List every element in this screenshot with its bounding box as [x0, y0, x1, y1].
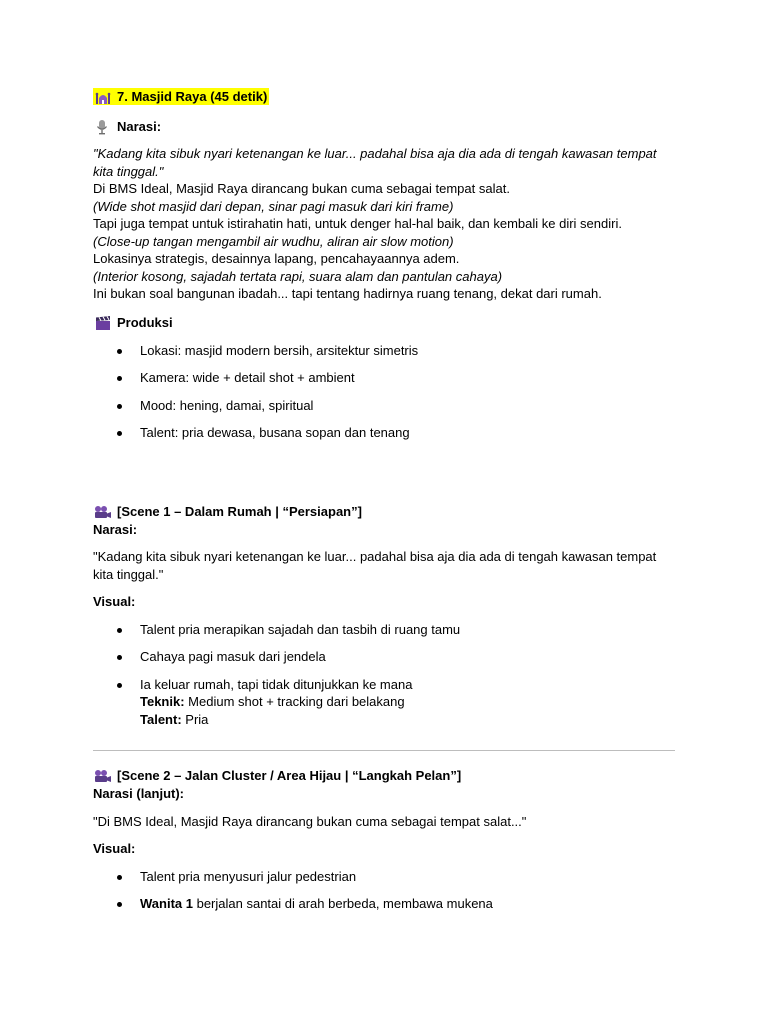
scene1-heading [93, 503, 675, 521]
scene2-narasi-text: "Di BMS Ideal, Masjid Raya dirancang bukan cuma sebagai tempat salat..." [93, 813, 527, 829]
list-item [93, 676, 675, 694]
scene2-item-2-rest: berjalan santai di arah berbeda, membawa mukena [192, 896, 493, 911]
produksi-label: Produksi [117, 314, 173, 330]
narasi-line: Lokasinya strategis, desainnya lapang, pencahayaannya adem. [93, 251, 460, 266]
narasi-line: Ini bukan soal bangunan ibadah... tapi tentang hadirnya ruang tenang, dekat dari rumah. [93, 286, 602, 301]
list-item [93, 648, 675, 666]
section-title: 7. Masjid Raya (45 detik) [117, 89, 268, 104]
list-item-text: Cahaya pagi masuk dari jendela [140, 649, 326, 664]
list-item [93, 424, 675, 442]
bullet [117, 404, 122, 409]
movie-camera-icon [94, 505, 112, 519]
list-item-text: Ia keluar rumah, tapi tidak ditunjukkan ke mana [140, 676, 413, 692]
list-item [93, 342, 675, 360]
scene1-talent-line [140, 711, 675, 729]
shot-direction-line: (Wide shot masjid dari depan, sinar pagi masuk dari kiri frame) [93, 198, 454, 214]
narasi-lines [93, 180, 675, 303]
narasi-quote: "Kadang kita sibuk nyari ketenangan ke luar... padahal bisa aja dia ada di tengah kawasan tempat kita tinggal." [93, 146, 657, 179]
scene1-narasi-text: "Kadang kita sibuk nyari ketenangan ke luar... padahal bisa aja dia ada di tengah kawasan tempat kita tinggal." [93, 549, 657, 582]
list-item-text: Talent pria merapikan sajadah dan tasbih di ruang tamu [140, 621, 461, 637]
document-page [93, 88, 675, 913]
horizontal-divider [93, 750, 675, 751]
list-item-text: Talent: pria dewasa, busana sopan dan tenang [140, 425, 410, 440]
narasi-line: Tapi juga tempat untuk istirahatin hati, untuk denger hal-hal baik, dan kembali ke diri sendiri. [93, 216, 622, 231]
list-item [93, 369, 675, 387]
list-item-text: Lokasi: masjid modern bersih, arsitektur simetris [140, 342, 419, 358]
bullet [117, 628, 122, 633]
scene2-narasi-label: Narasi (lanjut): [93, 786, 185, 801]
shot-direction-line: (Interior kosong, sajadah tertata rapi, suara alam dan pantulan cahaya) [93, 268, 503, 284]
bullet [117, 349, 122, 354]
list-item-text: Mood: hening, damai, spiritual [140, 397, 314, 413]
bullet [117, 902, 122, 907]
narasi-line: Di BMS Ideal, Masjid Raya dirancang bukan cuma sebagai tempat salat. [93, 181, 510, 196]
scene1-extra-lines [93, 693, 675, 728]
scene1-teknik-value: Medium shot + tracking dari belakang [184, 694, 405, 709]
bullet [117, 655, 122, 660]
scene1-teknik-label: Teknik: [140, 694, 185, 709]
bullet [117, 875, 122, 880]
movie-camera-icon [94, 769, 112, 783]
shot-direction-line: (Close-up tangan mengambil air wudhu, aliran air slow motion) [93, 233, 454, 249]
scene2-visual-list [93, 868, 675, 913]
scene1-visual-label: Visual: [93, 594, 136, 609]
clapperboard-icon [95, 316, 111, 330]
list-item [93, 397, 675, 415]
scene1-narasi-label: Narasi: [93, 521, 138, 537]
microphone-icon [95, 119, 109, 135]
narasi-label: Narasi: [117, 119, 162, 134]
scene1-title: [Scene 1 – Dalam Rumah | “Persiapan”] [117, 503, 362, 519]
section-heading [93, 88, 675, 108]
scene2-heading [93, 767, 675, 785]
produksi-heading [93, 314, 675, 332]
bullet [117, 376, 122, 381]
scene1-talent-value: Pria [181, 711, 209, 727]
mosque-icon [95, 90, 111, 104]
scene2-visual-label: Visual: [93, 841, 136, 856]
bullet [117, 431, 122, 436]
bullet [117, 683, 122, 688]
scene1-visual-list [93, 621, 675, 694]
produksi-list [93, 342, 675, 442]
list-item-text: Kamera: wide + detail shot + ambient [140, 370, 355, 385]
list-item [93, 621, 675, 639]
scene2-item-2-bold: Wanita 1 [140, 896, 193, 911]
scene2-item-1: Talent pria menyusuri jalur pedestrian [140, 868, 357, 884]
list-item [93, 895, 675, 913]
scene2-title: [Scene 2 – Jalan Cluster / Area Hijau | “Langkah Pelan”] [117, 768, 462, 783]
scene1-teknik-line [140, 693, 675, 711]
narasi-heading [93, 118, 675, 136]
scene1-talent-label: Talent: [140, 711, 182, 727]
list-item [93, 868, 675, 886]
